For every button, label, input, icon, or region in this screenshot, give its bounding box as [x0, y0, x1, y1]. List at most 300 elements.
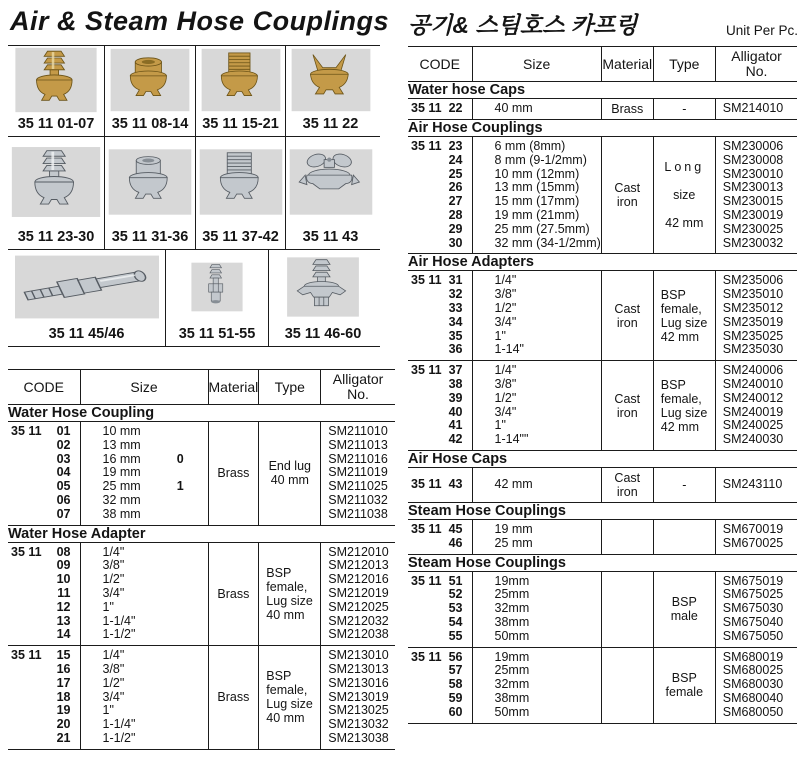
size-value: 38 mm — [102, 506, 141, 521]
section-title: Steam Hose Couplings — [408, 502, 797, 519]
code-cell — [408, 647, 472, 723]
size-value: 40 mm — [494, 101, 533, 116]
size-value: 3/4" — [494, 314, 517, 329]
alligator-number: SM240012 — [722, 390, 784, 405]
material-value: iron — [616, 315, 638, 330]
type-cell — [259, 422, 321, 526]
alligator-number: SM211038 — [328, 506, 388, 521]
code-line — [8, 480, 80, 494]
size-value: 3/8" — [102, 558, 125, 573]
alligator-cell — [715, 137, 797, 254]
code-prefix: 35 11 — [411, 573, 442, 588]
type-cell — [653, 99, 715, 120]
section-row — [408, 450, 797, 467]
code-suffix: 02 — [56, 437, 71, 452]
code-suffix: 53 — [448, 601, 463, 616]
material-cell — [601, 271, 653, 361]
size-value: 1/2" — [494, 300, 517, 315]
brass-claw-cap-icon — [288, 48, 374, 112]
code-suffix: 07 — [56, 506, 71, 521]
catalog-group-row — [408, 571, 797, 647]
code-suffix: 12 — [56, 599, 71, 614]
alligator-number: SM680050 — [722, 704, 784, 719]
column-header — [653, 47, 715, 82]
product-code: 35 11 43 — [302, 229, 359, 245]
catalog-group-row — [8, 646, 395, 750]
code-suffix: 06 — [56, 492, 71, 507]
size-cell — [472, 467, 601, 502]
alligator-number: SM235019 — [722, 314, 784, 329]
size-cell — [80, 646, 208, 750]
alligator-cell — [715, 571, 797, 647]
code-suffix: 17 — [56, 675, 71, 690]
product-code: 35 11 37-42 — [202, 229, 279, 245]
section-row — [408, 254, 797, 271]
code-line — [408, 575, 472, 589]
code-suffix: 43 — [448, 477, 463, 492]
size-value: 16 mm 0 — [102, 451, 184, 466]
code-suffix: 30 — [448, 235, 463, 250]
section-title: Air Hose Couplings — [408, 120, 797, 137]
material-value: Cast — [614, 181, 641, 196]
code-suffix: 18 — [56, 689, 71, 704]
size-value: 3/4" — [102, 689, 125, 704]
material-cell — [208, 542, 259, 646]
size-value: 1/4" — [494, 363, 517, 378]
brass-male-claw-coupling-icon — [198, 48, 284, 112]
zinc-barb-claw-coupling-icon — [10, 140, 102, 224]
code-line — [8, 573, 80, 587]
material-value: Brass — [217, 586, 250, 601]
size-value: 1" — [102, 599, 114, 614]
code-cell — [408, 467, 472, 502]
material-cell — [601, 647, 653, 723]
product-cell — [285, 46, 375, 136]
size-value: 10 mm — [102, 424, 141, 438]
code-line — [408, 181, 472, 195]
product-cell — [8, 137, 104, 249]
size-value: 38mm — [494, 690, 530, 705]
type-value: BSP — [266, 565, 292, 580]
type-value: BSP — [660, 287, 686, 302]
code-cell — [408, 271, 472, 361]
alligator-number: SM680025 — [722, 663, 784, 678]
size-value: 1-1/2" — [102, 730, 136, 745]
code-suffix: 51 — [448, 573, 463, 588]
code-line — [8, 718, 80, 732]
column-header — [601, 47, 653, 82]
catalog-group-row — [408, 361, 797, 451]
size-cell — [472, 519, 601, 554]
code-suffix: 34 — [448, 314, 463, 329]
type-value: BSP — [671, 671, 697, 685]
column-header — [408, 47, 472, 82]
code-line — [8, 494, 80, 508]
type-value: female, — [660, 301, 702, 316]
code-line — [8, 691, 80, 705]
column-header-text: Type — [274, 378, 305, 395]
material-value: Cast — [614, 391, 641, 406]
alligator-number: SM213032 — [328, 717, 389, 732]
alligator-number: SM212010 — [328, 544, 389, 559]
alligator-number: SM235006 — [722, 273, 784, 288]
alligator-number: SM675050 — [722, 628, 784, 643]
code-cell — [408, 571, 472, 647]
code-line — [408, 651, 472, 665]
code-line — [408, 343, 472, 357]
alligator-cell — [715, 99, 797, 120]
code-suffix: 20 — [56, 717, 71, 732]
alligator-cell — [715, 519, 797, 554]
type-value: size — [673, 187, 696, 202]
code-suffix: 05 — [56, 479, 71, 494]
code-suffix: 33 — [448, 300, 463, 315]
code-line — [408, 616, 472, 630]
alligator-number: SM212019 — [328, 585, 389, 600]
product-code: 35 11 45/46 — [48, 326, 125, 342]
size-cell — [472, 361, 601, 451]
column-header-text: CODE — [419, 55, 460, 72]
alligator-number: SM670025 — [722, 535, 784, 550]
alligator-number: SM230032 — [722, 235, 784, 250]
column-header — [80, 370, 208, 405]
code-prefix: 35 11 — [411, 363, 442, 378]
alligator-number: SM230013 — [722, 180, 784, 195]
type-value: BSP — [266, 669, 292, 684]
code-suffix: 24 — [448, 152, 463, 167]
size-value: 3/8" — [494, 287, 517, 302]
size-value: 38mm — [494, 614, 530, 629]
size-value: 32 mm (34-1/2mm) — [494, 235, 601, 250]
material-cell — [208, 646, 259, 750]
product-cell — [104, 137, 195, 249]
material-cell — [601, 467, 653, 502]
product-photo — [185, 250, 249, 324]
size-value: 1-14"" — [494, 432, 529, 447]
column-header — [321, 370, 395, 405]
material-value: Brass — [217, 690, 250, 705]
code-suffix: 19 — [56, 703, 71, 718]
product-photo — [10, 137, 102, 227]
code-line — [408, 364, 472, 378]
code-prefix: 35 11 — [411, 521, 442, 536]
code-cell — [408, 137, 472, 254]
catalog-group-row — [408, 647, 797, 723]
left-column — [8, 4, 396, 750]
size-value: 19 mm — [494, 521, 533, 536]
type-cell — [653, 467, 715, 502]
column-header-text: CODE — [23, 378, 64, 395]
code-line — [8, 439, 80, 453]
size-value: 1" — [102, 703, 114, 718]
column-header-text: Type — [669, 55, 700, 72]
alligator-number: SM213019 — [328, 689, 389, 704]
alligator-number: SM213010 — [328, 648, 389, 663]
code-suffix: 23 — [448, 139, 463, 153]
alligator-number: SM680030 — [722, 677, 784, 692]
code-suffix: 16 — [56, 661, 71, 676]
alligator-number: SM240030 — [722, 432, 784, 447]
section-row — [408, 120, 797, 137]
alligator-number: SM211013 — [328, 437, 388, 452]
code-line — [8, 453, 80, 467]
alligator-number: SM213038 — [328, 730, 389, 745]
column-header — [8, 370, 80, 405]
type-value: Lug size — [660, 315, 708, 330]
code-cell — [408, 99, 472, 120]
size-value: 1/4" — [494, 273, 517, 288]
alligator-number: SM670019 — [722, 521, 784, 536]
type-cell — [653, 361, 715, 451]
code-line — [408, 664, 472, 678]
size-value: 1/2" — [102, 572, 125, 587]
code-cell — [8, 646, 80, 750]
code-suffix: 22 — [448, 101, 463, 116]
alligator-cell — [715, 361, 797, 451]
material-cell — [601, 361, 653, 451]
product-cell — [268, 250, 377, 346]
code-prefix: 35 11 — [11, 648, 42, 663]
code-line — [408, 316, 472, 330]
zinc-female-claw-coupling-icon — [107, 142, 193, 222]
type-value: Lug size — [266, 593, 313, 608]
code-suffix: 59 — [448, 690, 463, 705]
size-value: 1/4" — [102, 544, 125, 559]
size-value: 3/8" — [102, 661, 125, 676]
page-title: Air & Steam Hose Couplings — [10, 6, 390, 36]
size-value: 19mm — [494, 649, 530, 664]
type-value: male — [670, 609, 698, 624]
section-row — [8, 405, 395, 422]
code-line — [408, 706, 472, 720]
code-prefix: 35 11 — [411, 101, 442, 116]
code-line — [408, 209, 472, 223]
material-value: iron — [616, 195, 638, 210]
column-header — [259, 370, 321, 405]
material-value: Cast — [614, 470, 641, 485]
alligator-number: SM240010 — [722, 376, 784, 391]
code-line — [408, 274, 472, 288]
size-value: 32 mm — [102, 492, 141, 507]
material-value: iron — [616, 405, 638, 420]
alligator-number: SM230019 — [722, 207, 784, 222]
product-code: 35 11 22 — [302, 116, 359, 132]
alligator-number: SM212013 — [328, 558, 389, 573]
code-line — [408, 140, 472, 154]
size-value: 6 mm (8mm) — [494, 139, 566, 153]
code-suffix: 42 — [448, 432, 463, 447]
type-cell — [653, 137, 715, 254]
alligator-number: SM240025 — [722, 418, 784, 433]
code-suffix: 55 — [448, 628, 463, 643]
code-line — [408, 302, 472, 316]
code-suffix: 45 — [448, 521, 463, 536]
code-cell — [408, 361, 472, 451]
alligator-number: SM213013 — [328, 661, 389, 676]
alligator-number: SM675030 — [722, 601, 784, 616]
type-cell — [653, 571, 715, 647]
size-value: 25 mm — [494, 535, 533, 550]
code-suffix: 28 — [448, 207, 463, 222]
size-cell — [472, 137, 601, 254]
type-value: 42 mm — [660, 419, 699, 434]
material-cell — [601, 137, 653, 254]
product-cell — [104, 46, 195, 136]
product-cell — [195, 137, 285, 249]
size-cell — [472, 99, 601, 120]
product-photo — [284, 250, 362, 324]
size-value: 19mm — [494, 573, 530, 588]
type-value: - — [682, 477, 687, 492]
size-cell — [472, 571, 601, 647]
image-grid-row — [8, 46, 380, 137]
size-value: 1/2" — [494, 390, 517, 405]
size-value: 15 mm (17mm) — [494, 194, 580, 209]
size-value: 1-1/2" — [102, 627, 136, 642]
alligator-number: SM212032 — [328, 613, 389, 628]
code-suffix: 31 — [448, 273, 463, 288]
size-value: 25mm — [494, 587, 530, 602]
zinc-hose-nipple-icon — [185, 252, 249, 322]
alligator-number: SM243110 — [722, 477, 783, 492]
code-line — [8, 663, 80, 677]
type-value: female, — [660, 391, 702, 406]
zinc-wingnut-cap-icon — [288, 142, 374, 222]
type-value: 42 mm — [665, 215, 704, 230]
type-value: 40 mm — [266, 607, 305, 622]
code-suffix: 46 — [448, 535, 463, 550]
code-line — [408, 378, 472, 392]
size-value: 13 mm — [102, 437, 141, 452]
alligator-number: SM240019 — [722, 404, 784, 419]
size-value: 8 mm (9-1/2mm) — [494, 152, 587, 167]
material-value: Brass — [217, 466, 250, 481]
type-value: 40 mm — [266, 711, 305, 726]
section-row — [8, 525, 395, 542]
alligator-number: SM675025 — [722, 587, 784, 602]
alligator-cell — [715, 647, 797, 723]
alligator-number: SM230025 — [722, 221, 784, 236]
code-line — [408, 406, 472, 420]
code-line — [408, 154, 472, 168]
code-line — [408, 330, 472, 344]
catalog-group-row — [8, 422, 395, 526]
code-suffix: 04 — [56, 465, 71, 480]
material-value: Brass — [611, 102, 644, 116]
alligator-number: SM211032 — [328, 492, 388, 507]
code-suffix: 25 — [448, 166, 463, 181]
type-cell — [259, 542, 321, 646]
product-photo — [198, 137, 284, 227]
code-line — [8, 677, 80, 691]
size-value: 10 mm (12mm) — [494, 166, 580, 181]
material-value: Cast — [614, 301, 641, 316]
code-suffix: 40 — [448, 404, 463, 419]
code-suffix: 15 — [56, 648, 71, 663]
product-photo — [288, 46, 374, 114]
alligator-number: SM213016 — [328, 675, 389, 690]
alligator-number: SM680040 — [722, 690, 784, 705]
code-line — [408, 288, 472, 302]
section-row — [408, 82, 797, 99]
section-title: Air Hose Adapters — [408, 254, 797, 271]
material-value: iron — [616, 484, 638, 499]
code-suffix: 27 — [448, 194, 463, 209]
product-code: 35 11 08-14 — [111, 116, 189, 132]
size-value: 3/8" — [494, 376, 517, 391]
code-line — [408, 478, 472, 492]
code-line — [8, 508, 80, 522]
zinc-shank-claw-coupling-icon — [284, 252, 362, 322]
alligator-number: SM230015 — [722, 194, 784, 209]
type-value: End lug — [268, 459, 311, 474]
image-grid-row — [8, 250, 380, 347]
stray-mark: 1 — [176, 479, 184, 494]
code-line — [8, 732, 80, 746]
column-header-text: Material — [602, 55, 653, 72]
code-line — [8, 559, 80, 573]
table-header-row — [8, 370, 395, 405]
size-value: 1/4" — [102, 648, 125, 663]
code-line — [408, 419, 472, 433]
product-cell — [285, 137, 375, 249]
zinc-male-claw-coupling-icon — [198, 142, 284, 222]
size-value: 1-1/4" — [102, 613, 136, 628]
size-value: 3/4" — [102, 585, 125, 600]
alligator-number: SM212025 — [328, 599, 389, 614]
code-line — [408, 630, 472, 644]
code-suffix: 01 — [56, 424, 71, 438]
code-line — [408, 195, 472, 209]
code-line — [8, 628, 80, 642]
size-value: 13 mm (15mm) — [494, 180, 580, 195]
code-suffix: 41 — [448, 418, 463, 433]
code-cell — [8, 422, 80, 526]
code-suffix: 08 — [56, 544, 71, 559]
code-suffix: 60 — [448, 704, 463, 719]
size-cell — [472, 647, 601, 723]
type-value: BSP — [660, 377, 686, 392]
alligator-number: SM211025 — [328, 479, 388, 494]
alligator-number: SM235012 — [722, 300, 784, 315]
code-line — [408, 588, 472, 602]
code-suffix: 03 — [56, 451, 71, 466]
code-suffix: 10 — [56, 572, 71, 587]
alligator-cell — [321, 542, 395, 646]
alligator-number: SM230008 — [722, 152, 784, 167]
alligator-number: SM212016 — [328, 572, 389, 587]
brass-female-claw-coupling-icon — [107, 48, 193, 112]
code-suffix: 54 — [448, 614, 463, 629]
alligator-number: SM213025 — [328, 703, 389, 718]
code-suffix: 57 — [448, 663, 463, 678]
type-value: Lug size — [266, 697, 313, 712]
code-prefix: 35 11 — [11, 424, 42, 438]
code-suffix: 52 — [448, 587, 463, 602]
column-header-text: Alligator — [332, 371, 384, 387]
code-line — [408, 602, 472, 616]
image-grid-row — [8, 137, 380, 250]
section-title: Air Hose Caps — [408, 450, 797, 467]
product-code: 35 11 23-30 — [17, 229, 95, 245]
unit-per-pc-label: Unit Per Pc. — [725, 23, 798, 38]
code-suffix: 09 — [56, 558, 71, 573]
column-header-text: Alligator — [731, 48, 782, 64]
alligator-number: SM230006 — [722, 139, 784, 153]
code-suffix: 29 — [448, 221, 463, 236]
alligator-number: SM211010 — [328, 424, 388, 438]
column-header — [472, 47, 601, 82]
